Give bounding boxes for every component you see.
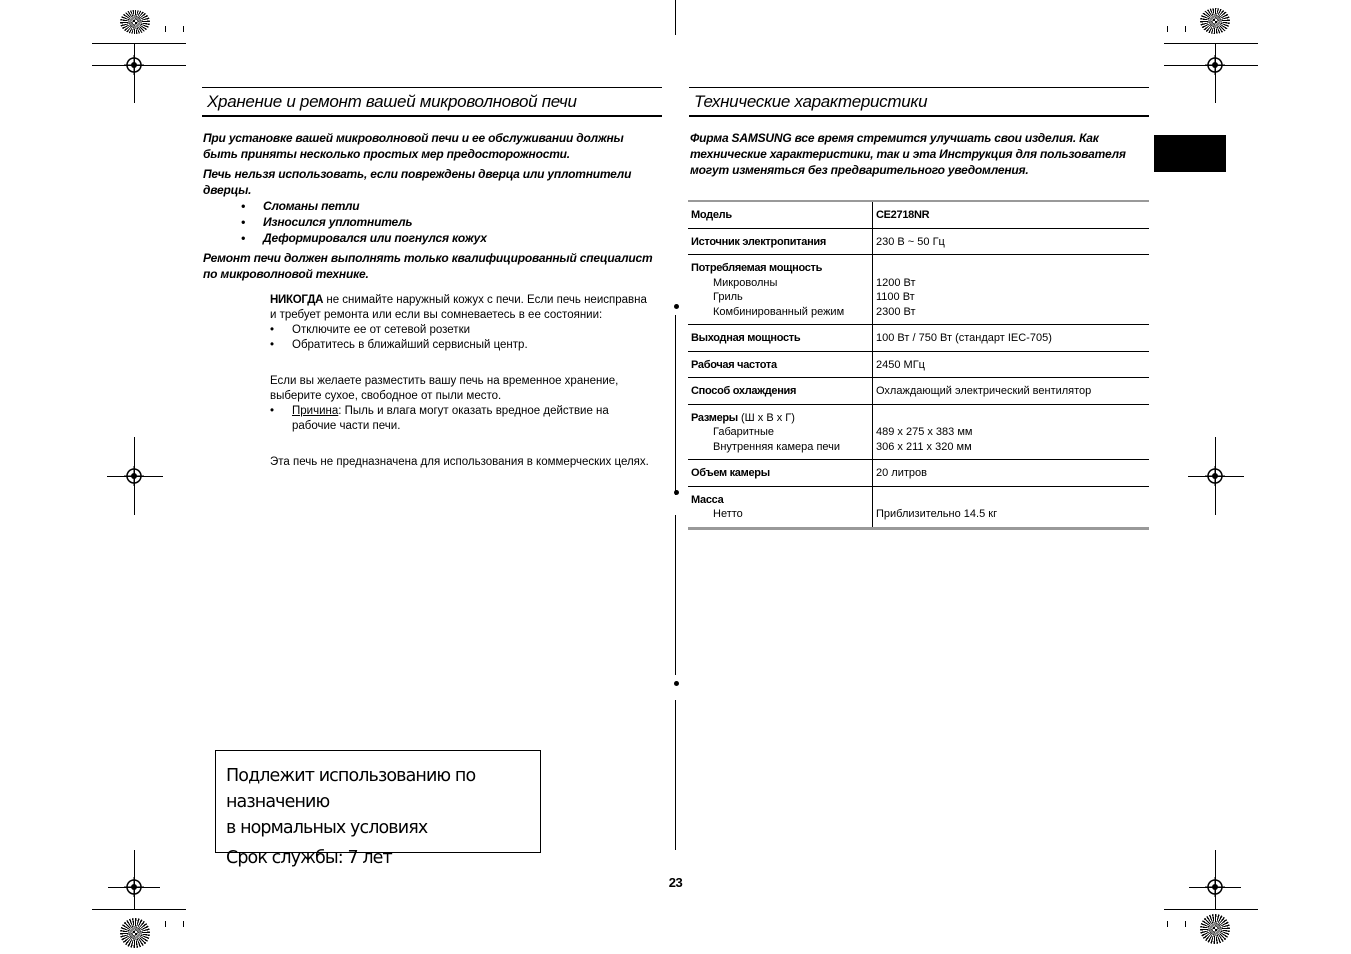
dimensions-label: Размеры — [691, 411, 738, 424]
registration-mark-icon — [1205, 55, 1225, 75]
storage-intro — [203, 130, 655, 282]
commercial-paragraph: Эта печь не предназначена для использования в коммерческих целях. — [270, 456, 649, 468]
never-section — [270, 293, 650, 470]
table-row — [688, 460, 1149, 487]
spec-intro: Фирма SAMSUNG все время стремится улучшать свои изделия. Как технические характеристики, так и эта Инструкция для пользователя могут изменяться без предварительного уведомления. — [690, 131, 1126, 177]
intro-paragraph-1: При установке вашей микроволновой печи и ее обслуживании должны быть приняты несколько простых мер предосторожности. — [203, 131, 624, 161]
table-row — [688, 255, 1149, 325]
never-label: НИКОГДА — [270, 294, 324, 306]
page-number: 23 — [668, 875, 683, 890]
frequency-label: Рабочая частота — [691, 358, 777, 371]
list-item: • Износился уплотнитель — [241, 214, 655, 230]
dimensions-sub-cavity: Внутренняя камера печи — [713, 440, 841, 453]
reason-label: Причина — [292, 405, 339, 417]
table-row — [688, 201, 1149, 228]
consumption-value-combined: 2300 Вт — [876, 305, 916, 318]
dimensions-sub-overall: Габаритные — [713, 426, 775, 438]
consumption-sub-combined: Комбинированный режим — [713, 305, 845, 318]
reason-text: : Пыль и влага могут оказать вредное действие на рабочие части печи. — [292, 405, 609, 432]
mass-value: Приблизительно 14.5 кг — [876, 508, 998, 520]
service-life-notice — [215, 750, 541, 868]
dimensions-unit: (Ш x В x Г) — [737, 411, 795, 424]
never-text: не снимайте наружный кожух с печи. Если печь неисправна и требует ремонта или если вы сомневаетесь в ее состоянии: — [270, 294, 647, 321]
table-row — [688, 325, 1149, 352]
fold-dot — [674, 490, 679, 495]
table-row — [688, 228, 1149, 255]
registration-mark-icon — [124, 466, 144, 486]
list-item: • Обратитесь в ближайший сервисный центр. — [270, 338, 650, 353]
fold-dot — [674, 681, 679, 686]
never-paragraph — [270, 293, 650, 323]
registration-mark-icon — [1205, 466, 1225, 486]
notice-line-2: в нормальных условиях — [226, 818, 428, 838]
list-item: • Отключите ее от сетевой розетки — [270, 323, 650, 338]
output-value: 100 Вт / 750 Вт (стандарт IEC-705) — [873, 325, 1150, 352]
dimensions-value-overall: 489 x 275 x 383 мм — [876, 426, 973, 438]
list-item: • Деформировался или погнулся кожух — [241, 230, 655, 246]
mass-sub-net: Нетто — [713, 508, 743, 520]
cooling-value: Охлаждающий электрический вентилятор — [873, 378, 1150, 405]
reason-list — [270, 404, 650, 434]
consumption-sub-microwave: Микроволны — [713, 276, 778, 289]
repair-note: Ремонт печи должен выполнять только квалифицированный специалист по микроволновой технике. — [203, 251, 653, 281]
list-item — [270, 404, 650, 434]
output-label: Выходная мощность — [691, 332, 801, 344]
power-source-value: 230 В ~ 50 Гц — [873, 228, 1150, 255]
volume-value: 20 литров — [873, 460, 1150, 487]
consumption-value-grill: 1100 Вт — [876, 291, 915, 303]
notice-line-3: Срок службы: 7 лет — [226, 848, 392, 868]
table-row — [688, 378, 1149, 405]
never-list — [270, 323, 650, 353]
volume-label: Объем камеры — [691, 467, 770, 479]
consumption-sub-grill: Гриль — [713, 291, 743, 303]
frequency-value: 2450 МГц — [873, 351, 1150, 378]
notice-line-1: Подлежит использованию по назначению — [226, 766, 476, 812]
table-row — [688, 351, 1149, 378]
list-item: • Сломаны петли — [241, 198, 655, 214]
intro-paragraph-2: Печь нельзя использовать, если повреждены дверца или уплотнители дверцы. — [203, 167, 632, 197]
model-value: CE2718NR — [876, 209, 930, 221]
fold-dot — [674, 304, 679, 309]
cooling-label: Способ охлаждения — [691, 385, 797, 397]
consumption-value-microwave: 1200 Вт — [876, 276, 916, 289]
table-row — [688, 404, 1149, 460]
power-source-label: Источник электропитания — [691, 235, 826, 248]
consumption-label: Потребляемая мощность — [691, 262, 823, 274]
mass-label: Масса — [691, 493, 724, 506]
registration-mark-icon — [124, 55, 144, 75]
model-label: Модель — [691, 209, 732, 221]
section-tab-marker — [1154, 135, 1226, 172]
left-section-title: Хранение и ремонт вашей микроволновой печи — [202, 87, 662, 117]
spec-table — [688, 200, 1149, 530]
damage-list — [241, 198, 655, 246]
dimensions-value-cavity: 306 x 211 x 320 мм — [876, 440, 972, 453]
table-row — [688, 486, 1149, 528]
right-section-title: Технические характеристики — [689, 87, 1149, 117]
storage-paragraph: Если вы желаете разместить вашу печь на временное хранение, выберите сухое, свободное от пыли место. — [270, 375, 619, 402]
